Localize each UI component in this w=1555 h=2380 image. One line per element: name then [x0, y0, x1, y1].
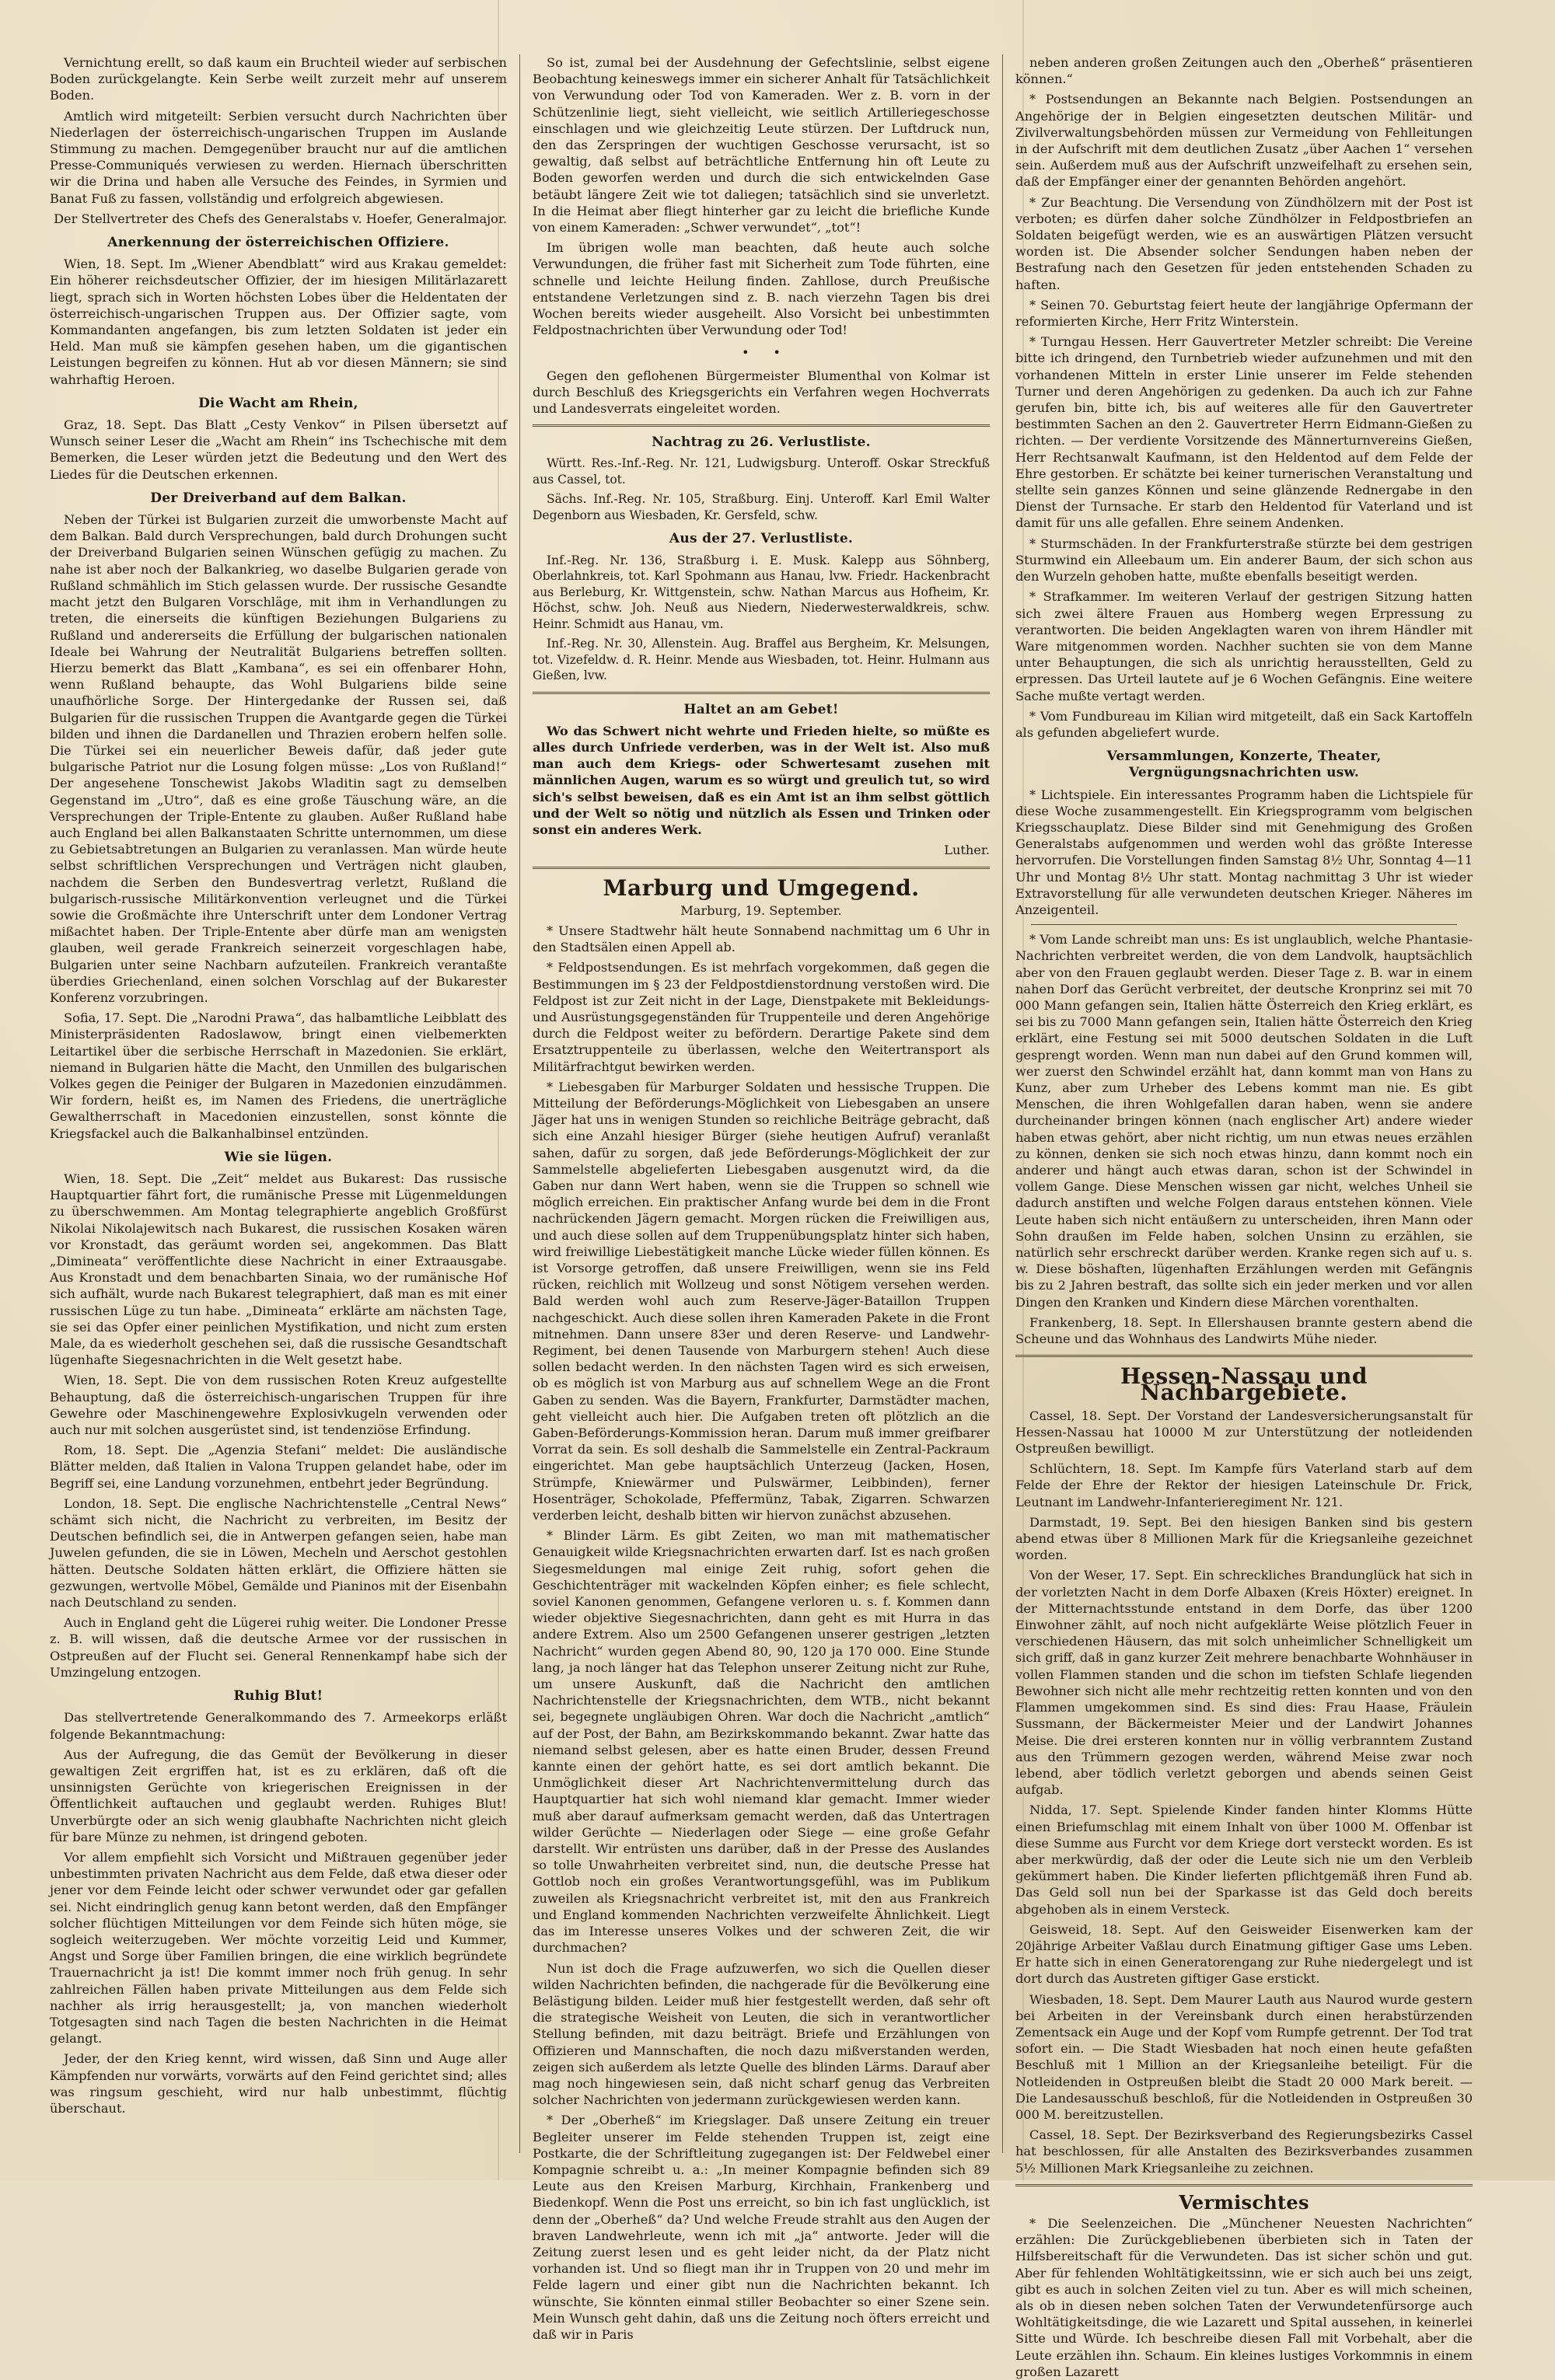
paragraph: Darmstadt, 19. Sept. Bei den hiesigen Banken sind bis gestern abend etwas über 8 Millionen Mark für die Kriegsanleihe gezeichnet worden.: [1015, 1514, 1473, 1563]
heading: Ruhig Blut!: [233, 1688, 323, 1705]
paragraph: * Die Seelenzeichen. Die „Münchener Neuesten Nachrichten“ erzählen: Die Zurückgebliebenen überbieten sich in Taten der Hilfsbereitschaft für die Verwundeten. Das ist sicher schön und gut. Aber für fehlenden Wohltätigkeitssinn, wie er sich auch bei uns zeigt, gibt es auch in solchen Zeiten viel zu tun. Aber es will mich scheinen, als ob in diesen neben solchen Taten der Verwundetenfürsorge auch Wohltätigkeitsdinge, die wie Lazarett und Spital aussehen, in keinerlei Sitte und Würde. Ich beschreibe diesen Fall mit Vorbehalt, aber die Leute erzählen ihn. Schaum. Ein kleines lustiges Vorkommnis in einem großen Lazarett: [1015, 2215, 1473, 2379]
divider: [1031, 924, 1457, 925]
paragraph: * Liebesgaben für Marburger Soldaten und hessische Truppen. Die Mitteilung der Beförderungs-Möglichkeit von Liebesgaben an unsere Jäger hat uns in wenigen Stunden so reichliche Beiträge gebracht, daß sich eine Anzahl hiesiger Bürger (siehe heutigen Aufruf) veranlaßt sahen, dafür zu sorgen, daß jede Beförderungs-Möglichkeit der zur Sammelstelle abgelieferten Liebesgaben ausgenutzt wird, da die Gaben nur dann Wert haben, wenn sie die Truppen so schnell wie möglich erreichen. Ein praktischer Anfang wurde bei dem in die Front nachrückenden Jägern gemacht. Morgen rücken die Freiwilligen aus, und auch diese sollen auf dem Truppenübungsplatz hinter sich haben, wird freiwillige Liebestätigkeit manche Lücke wieder füllen können. Es ist Vorsorge getroffen, daß unsere Freiwilligen, wenn sie ins Feld rücken, reichlich mit Wollzeug und sonst Nötigem versehen werden. Bald werden wohl auch zum Reserve-Jäger-Bataillon Truppen nachgeschickt. Auch diese sollen ihren Kameraden Pakete in die Front mitnehmen. Dann unsere 83er und deren Reserve- und Landwehr-Regiment, bei denen Tausende von Marburgern stehen! Auch diese sollen bedacht werden. In den nächsten Tagen wird es sich erweisen, ob es möglich ist von Marburg aus auf schnellem Wege an die Front Gaben zu senden. Was die Bayern, Frankfurter, Darmstädter machen, geht vielleicht auch hier. Die Aufgaben treten oft plötzlich an die Gaben-Beförderungs-Kommission heran. Darum muß immer greifbarer Vorrat da sein. Es soll deshalb die Sammelstelle ein Zentral-Packraum eingerichtet. Man gebe hauptsächlich Unterzeug (Jacken, Hosen, Strümpfe, Kniewärmer und Pulswärmer, Leibbinden), ferner Hosenträger, Schokolade, Pfeffermünz, Tabak, Zigarren. Schwarzen verderben leicht, deshalb bitten wir hiervon zunächst abzusehen.: [533, 1079, 990, 1523]
paragraph: Vernichtung erellt, so daß kaum ein Bruchteil wieder auf serbischen Boden zurückgelangte. Kein Serbe weilt zurzeit mehr auf unserem Boden.: [50, 55, 507, 103]
heading: Der Dreiverband auf dem Balkan.: [150, 490, 407, 506]
paragraph: Vor allem empfiehlt sich Vorsicht und Mißtrauen gegenüber jeder unbestimmten privaten Nachricht aus dem Felde, daß etwa dieser oder jener vor dem Feinde leicht oder schwer verwundet oder gar gefallen sei. Nicht eindringlich genug kann betont werden, daß den Empfänger solcher flüchtigen Mitteilungen vor dem Feinde sich hüten möge, sie sogleich weiterzugeben. Wer möchte vorzeitig Leid und Kummer, Angst und Sorge über Familien bringen, die eine wirklich begründete Trauernachricht ja ist! Die kommt immer noch früh genug. In sehr zahlreichen Fällen haben private Mitteilungen aus dem Felde sich nachher als irrig herausgestellt; ja, von manchen wiederholt Totgesagten sind nach Tagen die besten Nachrichten in die Heimat gelangt.: [50, 1849, 507, 2047]
paragraph: Graz, 18. Sept. Das Blatt „Cesty Venkov“ in Pilsen übersetzt auf Wunsch seiner Leser die „Wacht am Rhein“ ins Tschechische mit dem Bemerken, die Leser würden jetzt die Bedeutung und den Wert des Liedes für die Deutschen erkennen.: [50, 417, 507, 482]
paragraph: Im übrigen wolle man beachten, daß heute auch solche Verwundungen, die früher fast mit Sicherheit zum Tode führten, eine schnelle und leichte Heilung finden. Zahllose, durch Preußische entstandene Verletzungen sind z. B. nach vierzehn Tagen bis drei Wochen bereits wieder ausgeheilt. Also Vorsicht bei unbestimmten Feldpostnachrichten über Verwundung oder Tod!: [533, 240, 990, 338]
column-3: [1003, 54, 1485, 2379]
paragraph: Wien, 18. Sept. Die „Zeit“ meldet aus Bukarest: Das russische Hauptquartier fährt fort, die rumänische Presse mit Lügenmeldungen zu überschwemmen. Am Montag telegraphierte angeblich Großfürst Nikolai Nikolajewitsch nach Bukarest, die russischen Kosaken wären vor Kronstadt, das geräumt worden sei, angekommen. Das Blatt „Dimineata“ veröffentlichte diese Nachricht in einer Extraausgabe. Aus Kronstadt und dem benachbarten Sinaia, wo der rumänische Hof sich aufhält, wurde nach Bukarest telegraphiert, daß man es mit einer russischen Lüge zu tun habe. „Dimineata“ erklärte am nächsten Tage, sie sei das Opfer einer peinlichen Mystifikation, und nicht zum ersten Male, da es wiederholt geschehen sei, daß die russische Gesandtschaft lügenhafte Siegesnachrichten in die Welt gesetzt habe.: [50, 1171, 507, 1368]
heading: Anerkennung der österreichischen Offiziere.: [107, 235, 449, 251]
paper-crease: [498, 0, 499, 2180]
paragraph: * Strafkammer. Im weiteren Verlauf der gestrigen Sitzung hatten sich zwei ältere Frauen aus Homberg wegen Erpressung zu verantworten. Die beiden Angeklagten waren von ihrem Händler mit Ware mitgenommen worden. Nachher suchten sie von dem Manne unter Behauptungen, die sich als unrichtig herausstellten, Geld zu erpressen. Das Urteil lautete auf je 6 Wochen Gefängnis. Eine weitere Sache mußte vertagt werden.: [1015, 589, 1473, 703]
divider: [533, 424, 990, 427]
signature: Der Stellvertreter des Chefs des Generalstabs v. Hoefer, Generalmajor.: [54, 211, 507, 226]
divider: [533, 867, 990, 869]
heading: Wie sie lügen.: [224, 1149, 333, 1165]
paragraph: * Lichtspiele. Ein interessantes Programm haben die Lichtspiele für diese Woche zusammengestellt. Ein Kriegsprogramm vom belgischen Kriegsschauplatz. Diese Bilder sind mit Genehmigung des Großen Generalstabs aufgenommen und werden wohl das größte Interesse hervorrufen. Die Vorstellungen finden Samstag 8½ Uhr, Sonntag 4—11 Uhr und Montag 8½ Uhr statt. Montag nachmittag 3 Uhr ist wieder Extravorstellung für alle verwundeten deutschen Krieger. Näheres im Anzeigenteil.: [1015, 787, 1473, 917]
loss-entry: Inf.-Reg. Nr. 136, Straßburg i. E. Musk. Kalepp aus Söhnberg, Oberlahnkreis, tot. Karl Spohmann aus Hanau, lvw. Friedr. Hackenbracht aus Berleburg, Kr. Wittgenstein, schw. Nathan Marcus aus Hofheim, Kr. Höchst, schw. Joh. Neuß aus Niedern, Niederwesterwaldkreis, schw. Heinr. Schmidt aus Hanau, vm.: [533, 553, 990, 631]
heading: Nachtrag zu 26. Verlustliste.: [652, 434, 871, 451]
heading: Die Wacht am Rhein,: [198, 395, 358, 411]
section-heading: Hessen-Nassau und Nachbargebiete.: [1120, 1363, 1368, 1406]
paragraph: * Der „Oberheß“ im Kriegslager. Daß unsere Zeitung ein treuer Begleiter unserer im Felde stehenden Truppen ist, zeigt eine Postkarte, die der Schriftleitung zugegangen ist: Der Feldwebel einer Kompagnie schreibt u. a.: „In meiner Kompagnie befinden sich 89 Leute aus den Kreisen Marburg, Kirchhain, Frankenberg und Biedenkopf. Wenn die Post uns erreicht, so bin ich fast unglücklich, ist denn der „Oberheß“ da? Und welche Freude strahlt aus den Augen der braven Landwehrleute, wenn ich mit „ja“ antworte. Jeder will die Zeitung zuerst lesen und es geht leider nicht, da der Platz nicht vorhanden ist. Und so fliegt man ihr in Truppen von 20 und mehr im Felde lagern und einer gibt nun die Nachrichten bekannt. Ich wünschte, Sie könnten einmal stiller Beobachter so einer Szene sein. Mein Wunsch geht dahin, daß uns die Zeitung noch öfters erreicht und daß wir in Paris: [533, 2113, 990, 2342]
paragraph: Von der Weser, 17. Sept. Ein schreckliches Brandunglück hat sich in der vorletzten Nacht in dem Dorfe Albaxen (Kreis Höxter) ereignet. In der Mitternachtsstunde entstand in dem Dorfe, das über 1200 Einwohner zählt, auf noch nicht aufgeklärte Weise plötzlich Feuer in verschiedenen Häusern, das mit solch unheimlicher Schnelligkeit um sich griff, daß in ganz kurzer Zeit mehrere benachbarte Wohnhäuser in vollen Flammen standen und die schon im tiefsten Schlafe liegenden Bewohner sich nicht alle mehr rechtzeitig retten konnten und von den Flammen umgekommen sind. Es sind dies: Frau Haase, Fräulein Sussmann, der Bäckermeister Meier und der Landwirt Johannes Meise. Die drei ersteren konnten nur in völlig verbranntem Zustand aus den Trümmern gezogen werden, während Meise zwar noch lebend, aber tödlich verletzt geborgen und abends seinen Geist aufgab.: [1015, 1568, 1473, 1798]
paragraph: Amtlich wird mitgeteilt: Serbien versucht durch Nachrichten über Niederlagen der österreichisch-ungarischen Truppen im Auslande Stimmung zu machen. Demgegenüber braucht nur auf die amtlichen Presse-Communiqués verwiesen zu werden. Hiernach überschritten wir die Drina und haben alle Versuche des Feindes, in Syrmien und Banat Fuß zu fassen, vollständig und erfolgreich abgewiesen.: [50, 108, 507, 206]
loss-entry: Württ. Res.-Inf.-Reg. Nr. 121, Ludwigsburg. Unteroff. Oskar Streckfuß aus Cassel, tot.: [533, 456, 990, 487]
loss-entry: Sächs. Inf.-Reg. Nr. 105, Straßburg. Einj. Unteroff. Karl Emil Walter Degenborn aus Wiesbaden, Kr. Gersfeld, schw.: [533, 492, 990, 522]
divider: [533, 692, 990, 694]
paragraph: Sofia, 17. Sept. Die „Narodni Prawa“, das halbamtliche Leibblatt des Ministerpräsidenten Radoslawow, bringt einen vielbemerkten Leitartikel über die serbische Herrschaft in Mazedonien. Sie erklärt, niemand in Bulgarien hätte die Macht, den Unmillen des bulgarischen Volkes gegen die Peiniger der Bulgaren in Mazedonien einzudämmen. Wir fordern, heißt es, im Namen des Friedens, die unerträgliche Gewaltherrschaft in Macedonien einzustellen, sonst könnte die Kriegsfackel auch die Balkanhalbinsel entzünden.: [50, 1010, 507, 1141]
paragraph: neben anderen großen Zeitungen auch den „Oberheß“ präsentieren können.“: [1015, 55, 1473, 87]
paper-crease: [1022, 0, 1024, 2180]
paragraph: * Blinder Lärm. Es gibt Zeiten, wo man mit mathematischer Genauigkeit wilde Kriegsnachrichten erwarten darf. Ist es nach großen Siegesmeldungen mal einige Zeit ruhig, sofort gehen die Geschichtenträger mit wackelnden Köpfen einher; es fiele schlecht, soviel Kanonen genommen, Gefangene verloren u. s. f. Kommen dann wieder objektive Siegesnachrichten, dann geht es mit Hurra in das andere Extrem. Also um 2500 Gefangenen unserer gestrigen „letzten Nachricht“ wurden gegen Abend 80, 90, 120 ja 170 000. Eine Stunde lang, ja noch länger hat das Telephon unserer Zeitung nicht zur Ruhe, um unsere Auskunft, daß die Nachricht den amtlichen Nachrichtenstelle der Kriegsnachrichten, dem WTB., nicht bekannt sei, begegnete ungläubigen Ohren. War doch die Nachricht „amtlich“ auf der Post, der Bahn, am Bezirkskommando bekannt. Zwar hatte das niemand selbst gelesen, aber es hatte einen Bruder, dessen Freund kannte einen der gehört hatte, es sei dort amtlich bekannt. Die Unmöglichkeit dieser Art Nachrichtenvermittelung durch das Hauptquartier hat sich wohl niemand klar gemacht. Immer wieder muß aber darauf aufmerksam gemacht werden, daß das Untertragen wilder Gerüchte — Niederlagen oder Siege — eine große Gefahr darstellt. Wir entrüsten uns darüber, daß in der Presse des Auslandes so tolle Unwahrheiten verbreitet sind, nun, die deutsche Presse hat Gottlob noch ein großes Verantwortungsgefühl, was im Publikum zuweilen als Kriegsnachricht verbreitet ist, mit den aus Frankreich und England kommenden Nachrichten verzweifelte Ähnlichkeit. Liegt das im Interesse unseres Volkes und der schweren Zeit, die wir durchmachen?: [533, 1528, 990, 1956]
paragraph: Auch in England geht die Lügerei ruhig weiter. Die Londoner Presse z. B. will wissen, daß die deutsche Armee vor der russischen in Ostpreußen auf der Flucht sei. General Rennenkampf habe sich der Umzingelung entzogen.: [50, 1615, 507, 1680]
paragraph: * Seinen 70. Geburtstag feiert heute der langjährige Opfermann der reformierten Kirche, Herr Fritz Winterstein.: [1015, 297, 1473, 330]
paragraph: So ist, zumal bei der Ausdehnung der Gefechtslinie, selbst eigene Beobachtung keineswegs immer ein sicherer Anhalt für Tatsächlichkeit von Verwundung oder Tod von Kameraden. Wer z. B. vorn in der Schützenlinie liegt, sieht vielleicht, wie seitlich Artilleriegeschosse einschlagen und wie gleichzeitig Leute stürzen. Der Luftdruck nun, den das Zerspringen der wuchtigen Geschosse verursacht, ist so gewaltig, daß selbst auf beträchtliche Entfernung hin oft Leute zu Boden geworfen werden und durch die sich entwickelnden Gase betäubt längere Zeit wie tot daliegen; tatsächlich sind sie unverletzt. In die Heimat aber fliegt hinterher gar zu leicht die briefliche Kunde von einem Kameraden: „Schwer verwundet“, „tot“!: [533, 55, 990, 236]
paragraph: * Vom Lande schreibt man uns: Es ist unglaublich, welche Phantasie-Nachrichten verbreitet werden, die von dem Landvolk, hauptsächlich aber von den Frauen geglaubt werden. Dieser Tage z. B. war in einem nahen Dorf das Gerücht verbreitet, der deutsche Kronprinz sei mit 70 000 Mann gefangen sein, Italien hätte Österreich den Krieg erklärt, es sei bis zu 7000 Mann gefangen sein, Italien hätte Österreich den Krieg erklärt, eine Festung sei mit 5000 deutschen Soldaten in die Luft gesprengt worden. Wenn man nun dabei auf den Grund kommen will, wer zuerst den Schwindel erzählt hat, dann kommt man von Hans zu Kunz, aber zum Urheber des Lebens kommt man nie. Es gibt Menschen, die ihren Wohlgefallen daran haben, wenn sie andere durcheinander bringen können (nach englischer Art) andere wieder haben etwas gehört, aber nicht richtig, um nun etwas neues erzählen zu können, denken sie sich noch etwas hinzu, dann kommt noch ein anderer und hängt auch etwas daran, schon ist der Schwindel in vollem Gange. Diese Menschen wissen gar nicht, welches Unheil sie dadurch anstiften und welche Folgen daraus entstehen können. Viele Leute haben sich nicht entäußern zu unterscheiden, ihren Mann oder Sohn draußen im Felde haben, solchen Unsinn zu erzählen, sie natürlich sehr erschreckt darüber werden. Kranke regen sich auf u. s. w. Diese böshaften, lügenhaften Erzählungen werden mit Gefängnis bis zu 2 Jahren bestraft, das sollte sich ein jeder merken und vor allen Dingen den Kranken und Kindern diese Märchen vorenthalten.: [1015, 932, 1473, 1310]
paragraph: * Turngau Hessen. Herr Gauvertreter Metzler schreibt: Die Vereine bitte ich dringend, den Turnbetrieb wieder aufzunehmen und mit den vorhandenen Mitteln in erster Linie unserer im Felde stehenden Turner und deren Angehörigen zu gedenken. Da auch ich zur Fahne gerufen bin, bitte ich, bis auf weiteres alle für den Gauvertreter bestimmten Sachen an den 2. Gauvertreter Herrn Eidmann-Gießen zu richten. — Der verdiente Vorsitzende des Männerturnvereins Gießen, Herr Rechtsanwalt Kaufmann, ist den Heldentod auf dem Felde der Ehre gestorben. Er schätzte bei keiner turnerischen Veranstaltung und stellte sein ganzes Können und seine glänzende Rednergabe in den Dienst der Turnsache. Er starb den Heldentod für Vaterland und ist damit für uns alle gefallen. Ehre seinem Andenken.: [1015, 334, 1473, 531]
paragraph: Cassel, 18. Sept. Der Vorstand der Landesversicherungsanstalt für Hessen-Nassau hat 10000 M zur Unterstützung der notleidenden Ostpreußen bewilligt.: [1015, 1408, 1473, 1457]
heading: Vermischtes: [1179, 2190, 1309, 2214]
section-heading: Marburg und Umgegend.: [603, 874, 920, 901]
paragraph: * Feldpostsendungen. Es ist mehrfach vorgekommen, daß gegen die Bestimmungen im § 23 der Feldpostdienstordnung verstoßen wird. Die Feldpost ist zur Zeit nicht in der Lage, Dienstpakete mit Bekleidungs- und Ausrüstungsgegenständen für Truppenteile und deren Angehörige durch die Feldpost weiter zu befördern. Derartige Pakete sind dem Ersatztruppenteile zu überlassen, welche den Weitertransport als Militärfrachtgut bewirken werden.: [533, 960, 990, 1074]
heading: Haltet an am Gebet!: [683, 701, 839, 717]
paragraph: Frankenberg, 18. Sept. In Ellershausen brannte gestern abend die Scheune und das Wohnhaus des Landwirts Mühe nieder.: [1015, 1314, 1473, 1347]
paragraph: Das stellvertretende Generalkommando des 7. Armeekorps erläßt folgende Bekanntmachung:: [50, 1710, 507, 1742]
paragraph: * Postsendungen an Bekannte nach Belgien. Postsendungen an Angehörige der in Belgien eingesetzten deutschen Militär- und Zivilverwaltungsbehörden müssen zur Vermeidung von Fehlleitungen in der Aufschrift mit dem deutlichen Zusatz „über Aachen 1“ versehen sein. Außerdem muß aus der Aufschrift unzweifelhaft zu ersehen sein, daß der Empfänger einer der genannten Behörden angehört.: [1015, 92, 1473, 190]
divider: [1015, 1355, 1473, 1357]
paragraph: Schlüchtern, 18. Sept. Im Kampfe fürs Vaterland starb auf dem Felde der Ehre der Rektor der hiesigen Lateinschule Dr. Frick, Leutnant im Landwehr-Infanterieregiment Nr. 121.: [1015, 1461, 1473, 1509]
columns: [37, 54, 1524, 2379]
paragraph: Rom, 18. Sept. Die „Agenzia Stefani“ meldet: Die ausländische Blätter melden, daß Italien in Valona Truppen gelandet habe, oder im Begriff sei, eine Landung vorzunehmen, entbehrt jeder Begründung.: [50, 1443, 507, 1491]
quote: Wo das Schwert nicht wehrte und Frieden hielte, so müßte es alles durch Unfriede verderben, was in der Welt ist. Also muß man auch dem Kriegs- oder Schwertesamt zusehen mit männlichen Augen, warum es so würgt und greulich tut, so wird sich's selbst beweisen, daß es ein Amt ist an ihm selbst göttlich und der Welt so nötig und nützlich als Essen und Trinken oder sonst ein anderes Werk.: [533, 723, 990, 838]
paragraph: Jeder, der den Krieg kennt, wird wissen, daß Sinn und Auge aller Kämpfenden nur vorwärts, vorwärts auf den Feind gerichtet sind; alles was ringsum geschieht, wird nur halb unbestimmt, flüchtig überschaut.: [50, 2051, 507, 2116]
dateline: Marburg, 19. September.: [680, 902, 842, 918]
heading: Versammlungen, Konzerte, Theater, Vergnügungsnachrichten usw.: [1106, 749, 1382, 781]
paragraph: * Vom Fundbureau im Kilian wird mitgeteilt, daß ein Sack Kartoffeln als gefunden abgeliefert wurde.: [1015, 708, 1473, 740]
paragraph: Aus der Aufregung, die das Gemüt der Bevölkerung in dieser gewaltigen Zeit ergriffen hat, ist es zu erklären, daß oft die unsinnigsten Gerüchte von kriegerischen Ereignissen in der Öffentlichkeit auftauchen und geglaubt werden. Ruhiges Blut! Unverbürgte oder an sich wenig glaubhafte Nachrichten nicht gleich für bare Münze zu nehmen, ist dringend geboten.: [50, 1747, 507, 1844]
loss-entry: Inf.-Reg. Nr. 30, Allenstein. Aug. Braffel aus Bergheim, Kr. Melsungen, tot. Vizefeldw. d. R. Heinr. Mende aus Wiesbaden, tot. Heinr. Hulmann aus Gießen, lvw.: [533, 637, 990, 683]
paragraph: Neben der Türkei ist Bulgarien zurzeit die umworbenste Macht auf dem Balkan. Bald durch Versprechungen, bald durch Drohungen sucht der Dreiverband Bulgarien seinen Wünschen gefügig zu machen. Zu nahe ist aber noch der Balkankrieg, wo daselbe Bulgarien gerade von Rußland schmählich im Stich gelassen wurde. Der russische Gesandte macht jetzt den Bulgaren Vorschläge, mit ihm in Verhandlungen zu treten, die einerseits die künftigen Beziehungen Bulgariens zu Rußland und andererseits die Erfüllung der bulgarischen nationalen Ideale bei Wahrung der Neutralität Bulgariens betreffen sollten. Hierzu bemerkt das Blatt „Kambana“, es sei ein offenbarer Hohn, wenn Rußland behaupte, das Wohl Bulgariens bilde seine unaufhörliche Sorge. Der Hintergedanke der Russen sei, daß Bulgarien für die russischen Truppen die Avantgarde gegen die Türkei bilden und ihnen die Dardanellen und Thrazien erobern helfen solle. Die Türkei sei ein neuerlicher Beweis dafür, daß jeder gute bulgarische Patriot nur die Losung folgen müsse: „Los von Rußland!“ Der angesehene Tonschewist Jakobs Wladitin sagt zu demselben Gegenstand im „Utro“, daß es eine große Täuschung wäre, an die Versprechungen der Triple-Entente zu glauben. Außer Rußland habe auch England bei allen Balkanstaaten Schritte unternommen, um diese zu Gebietsabtretungen an Bulgarien zu veranlassen. Man würde heute selbst schriftlichen Versprechungen und Verträgen nicht glauben, nachdem die Serben den Bundesvertrag verletzt, Rußland die bulgarisch-russische Militärkonvention verleugnet und die Türkei sowie die Großmächte ihre Unterschrift unter dem Londoner Vertrag mißachtet haben. Der Triple-Entente aber dürfe man am wenigsten glauben, weil gerade Frankreich seinerzeit vorgeschlagen habe, Bulgarien unter seine Nachbarn aufzuteilen. Frankreich verantaßte überdies Griechenland, einen solchen Vorschlag auf der Bukarester Konferenz vorzubringen.: [50, 512, 507, 1005]
ornament: • •: [742, 345, 781, 361]
paragraph: London, 18. Sept. Die englische Nachrichtenstelle „Central News“ schämt sich nicht, die Nachricht zu verbreiten, im Besitz der Deutschen befindlich sei, die in Antwerpen gefangen seien, habe man Juwelen gefunden, die sie in Löwen, Mecheln und Aerschot gestohlen hätten. Deutsche Soldaten hätten erklärt, die Offiziere hätten sie gezwungen, wertvolle Möbel, Gemälde und Pianinos mit der Eisenbahn nach Deutschland zu senden.: [50, 1495, 507, 1611]
column-2: [520, 54, 1002, 2342]
paragraph: Cassel, 18. Sept. Der Bezirksverband des Regierungsbezirks Cassel hat beschlossen, für alle Anstalten des Bezirksverbandes zusammen 5½ Millionen Mark Kriegsanleihe zu zeichnen.: [1015, 2127, 1473, 2176]
paragraph: * Zur Beachtung. Die Versendung von Zündhölzern mit der Post ist verboten; es dürfen daher solche Zündhölzer in Feldpostbriefen an Soldaten beigefügt werden, wie es an auswärtigen Plätzen versucht worden ist. Die Absender solcher Sendungen haben neben der Bestrafung nach den Gesetzen für jeden entstehenden Schaden zu haften.: [1015, 194, 1473, 292]
paragraph: Wien, 18. Sept. Die von dem russischen Roten Kreuz aufgestellte Behauptung, daß die österreichisch-ungarischen Truppen für ihre Gewehre oder Maschinengewehre Explosivkugeln verwenden oder auch nur mit solchen ausgerüstet sind, ist tendenziöse Erfindung.: [50, 1373, 507, 1438]
paragraph: Wien, 18. Sept. Im „Wiener Abendblatt“ wird aus Krakau gemeldet: Ein höherer reichsdeutscher Offizier, der im hiesigen Militärlazarett liegt, sprach sich in Worten höchsten Lobes über die Heldentaten der österreichisch-ungarischen Truppen aus. Der Offizier sagte, vom Kommandanten angefangen, bis zum letzten Soldaten ist jeder ein Held. Man muß sie kämpfen gesehen haben, um die gigantischen Leistungen begreifen zu können. Hut ab vor diesen Männern; sie sind wahrhaftig Heroen.: [50, 256, 507, 387]
signature: Luther.: [944, 843, 990, 858]
paragraph: Geisweid, 18. Sept. Auf den Geisweider Eisenwerken kam der 20jährige Arbeiter Vaßlau durch Einatmung giftiger Gase ums Leben. Er hatte sich in einen Generatorengang zur Ruhe niedergelegt und ist dort durch das Austreten giftiger Gase erstickt.: [1015, 1921, 1473, 1987]
column-1: [37, 54, 519, 2153]
paragraph: Nun ist doch die Frage aufzuwerfen, wo sich die Quellen dieser wilden Nachrichten befinden, die nachgerade für die Bevölkerung eine Belästigung bilden. Leider muß hier festgestellt werden, daß sehr oft die strategische Weisheit von Leuten, die sich in verantwortlicher Stellung befinden, mit dazu beiträgt. Briefe und Erzählungen von Offizieren und Mannschaften, die noch dazu mißverstanden werden, zeigen sich außerdem als letzte Quelle des blinden Lärms. Darauf aber mag noch hingewiesen sein, daß nicht scharf genug das Verbreiten solcher Nachrichten von jedermann zurückgewiesen werden kann.: [533, 1960, 990, 2108]
paragraph: * Unsere Stadtwehr hält heute Sonnabend nachmittag um 6 Uhr in den Stadtsälen einen Appell ab.: [533, 923, 990, 955]
divider: [1015, 2184, 1473, 2186]
paragraph: Nidda, 17. Sept. Spielende Kinder fanden hinter Klomms Hütte einen Briefumschlag mit einem Inhalt von über 1000 M. Offenbar ist diese Summe aus Furcht vor dem Kriege dort versteckt worden. Es ist aber merkwürdig, daß der oder die Leute sich nie um den Verbleib gekümmert haben. Die Kinder lieferten pflichtgemäß ihren Fund ab. Das Geld soll nun bei der Sparkasse ist das Geld doch bereits abgehoben als in einem Versteck.: [1015, 1802, 1473, 1917]
paragraph: Wiesbaden, 18. Sept. Dem Maurer Lauth aus Naurod wurde gestern bei Arbeiten in der Vereinsbank durch einen herabstürzenden Zementsack ein Auge und der Kopf vom Rumpfe getrennt. Der Tod trat sofort ein. — Die Stadt Wiesbaden hat noch einen heute gefaßten Beschluß mit 1 Million an der Kriegsanleihe beteiligt. Für die Notleidenden in Ostpreußen bleibt die Stadt 20 000 Mark bereit. — Die Landesausschuß beschloß, für die Notleidenden in Ostpreußen 30 000 M. bereitzustellen.: [1015, 1991, 1473, 2122]
heading: Aus der 27. Verlustliste.: [669, 531, 854, 547]
paragraph: * Sturmschäden. In der Frankfurterstraße stürzte bei dem gestrigen Sturmwind ein Alleebaum um. Ein anderer Baum, der sich schon aus den Wurzeln gehoben hatte, mußte ebenfalls beseitigt werden.: [1015, 536, 1473, 585]
paragraph: Gegen den geflohenen Bürgermeister Blumenthal von Kolmar ist durch Beschluß des Kriegsgerichts ein Verfahren wegen Hochverrats und Landesverrats eingeleitet worden.: [533, 368, 990, 417]
